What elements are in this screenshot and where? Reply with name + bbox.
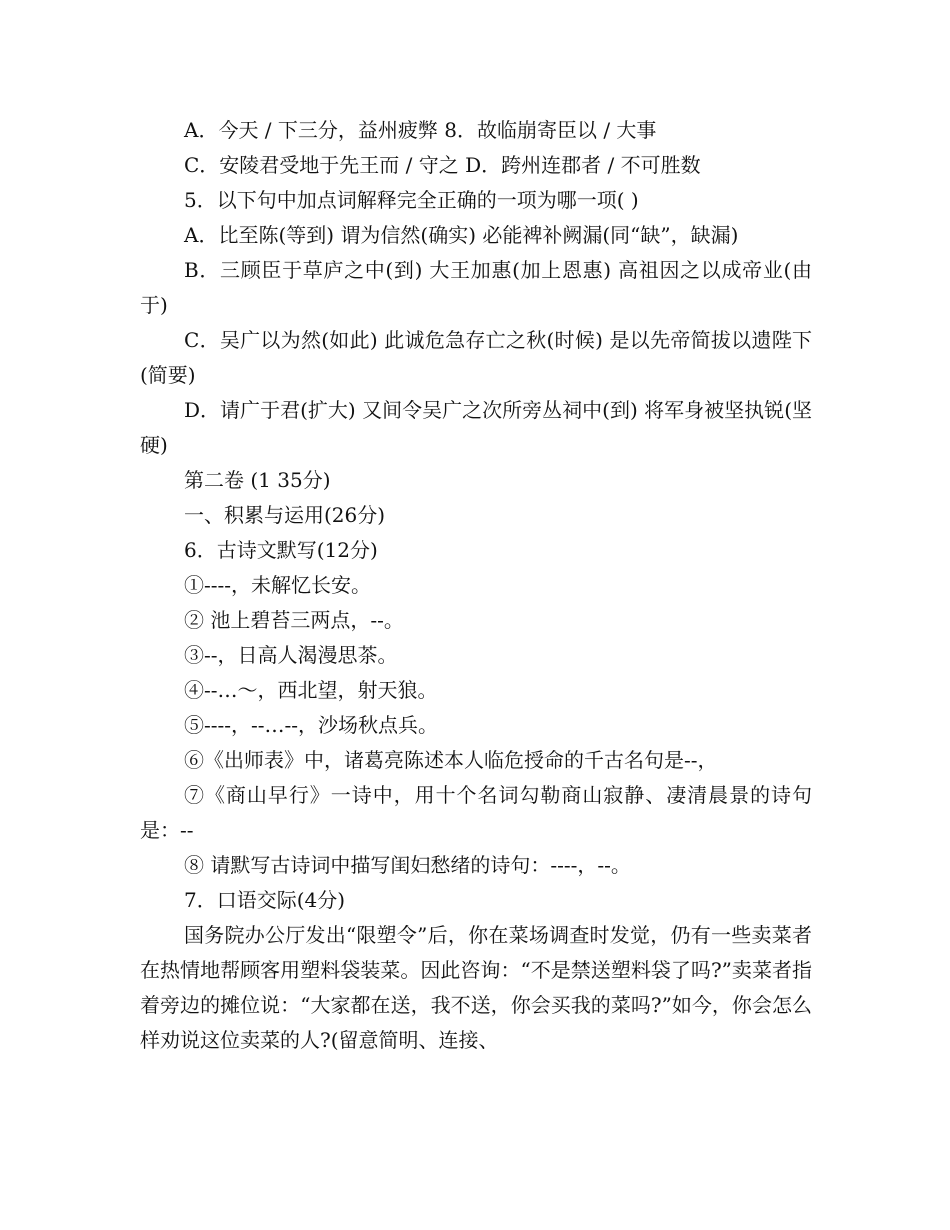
- document-body: [140, 113, 812, 1058]
- q6-item-1: ①----，未解忆长安。: [184, 573, 372, 597]
- q5-option-b: B．三顾臣于草庐之中(到) 大王加惠(加上恩惠) 高祖因之以成帝业(由于): [140, 258, 812, 317]
- option-a-b-line: A．今天 / 下三分，益州疲弊 8．故临崩寄臣以 / 大事: [184, 118, 657, 142]
- q5-option-d: D．请广于君(扩大) 又间令吴广之次所旁丛祠中(到) 将军身被坚执锐(坚硬): [140, 398, 812, 457]
- section-heading-volume-2: 第二卷 (1 35分): [184, 468, 331, 492]
- q6-item-7: ⑦《商山早行》一诗中，用十个名词勾勒商山寂静、凄清晨景的诗句是：--: [140, 783, 812, 842]
- q5-option-c: C．吴广以为然(如此) 此诚危急存亡之秋(时候) 是以先帝简拔以遗陛下(简要): [140, 328, 812, 387]
- question-7: 7．口语交际(4分): [184, 888, 346, 912]
- q6-item-5: ⑤----，--…--，沙场秋点兵。: [184, 713, 439, 737]
- q6-item-3: ③--，日高人渴漫思茶。: [184, 643, 398, 667]
- q6-item-4: ④--…～，西北望，射天狼。: [184, 678, 438, 702]
- option-c-d-line: C．安陵君受地于先王而 / 守之 D．跨州连郡者 / 不可胜数: [184, 153, 701, 177]
- section-heading-part-1: 一、积累与运用(26分): [184, 503, 386, 527]
- q5-option-a: A．比至陈(等到) 谓为信然(确实) 必能裨补阙漏(同“缺”，缺漏): [184, 223, 739, 247]
- question-6: 6．古诗文默写(12分): [184, 538, 378, 562]
- q7-prompt: 国务院办公厅发出“限塑令”后，你在菜场调查时发觉，仍有一些卖菜者在热情地帮顾客用塑料袋装菜。因此咨询：“不是禁送塑料袋了吗?”卖菜者指着旁边的摊位说：“大家都在送，我不送，你会买我的菜吗?”如今，你会怎么样劝说这位卖菜的人?(留意简明、连接、: [140, 923, 812, 1052]
- q6-item-8: ⑧ 请默写古诗词中描写闺妇愁绪的诗句：----，--。: [184, 853, 631, 877]
- q6-item-6: ⑥《出师表》中，诸葛亮陈述本人临危授命的千古名句是--，: [184, 748, 718, 772]
- q6-item-2: ② 池上碧苔三两点，--。: [184, 608, 404, 632]
- question-5: 5．以下句中加点词解释完全正确的一项为哪一项( ): [184, 188, 639, 212]
